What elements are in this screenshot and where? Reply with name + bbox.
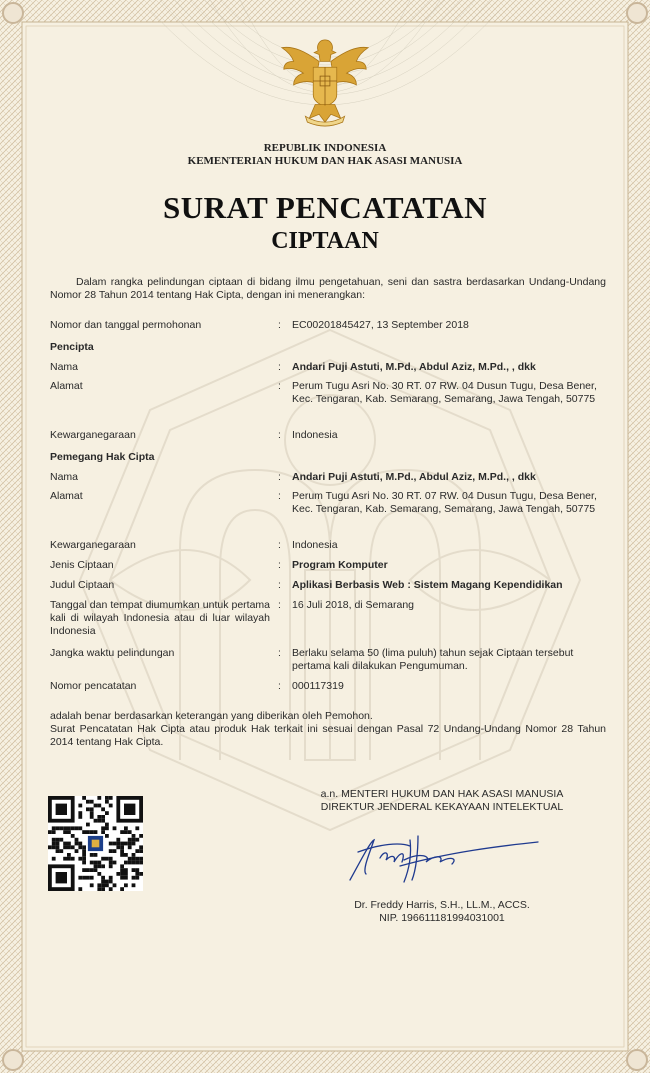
field-colon: : [278, 539, 281, 551]
creator-nationality: Indonesia [292, 429, 338, 441]
closing-line: adalah benar berdasarkan keterangan yang diberikan oleh Pemohon. [50, 710, 373, 722]
work-title: Aplikasi Berbasis Web : Sistem Magang Kependidikan [292, 579, 563, 591]
signature [340, 822, 540, 892]
field-label: Kewarganegaraan [50, 429, 136, 441]
signatory-position: DIREKTUR JENDERAL KEKAYAAN INTELEKTUAL [320, 801, 564, 813]
document-title: SURAT PENCATATAN [162, 190, 488, 225]
field-colon: : [278, 490, 281, 502]
field-label: Nama [50, 361, 79, 373]
field-colon: : [278, 559, 281, 571]
publication-date: 16 Juli 2018, di Semarang [292, 599, 414, 611]
field-label: Tanggal dan tempat diumumkan untuk pertama kali di wilayah Indonesia atau di luar wilayah Indonesia [50, 599, 270, 637]
document-subtitle: CIPTAAN [271, 228, 379, 254]
field-label: Nomor dan tanggal permohonan [50, 319, 202, 331]
corner-ornament-br [626, 1049, 648, 1071]
corner-ornament-bl [2, 1049, 24, 1071]
field-colon: : [278, 471, 281, 483]
closing-line: Surat Pencatatan Hak Cipta atau produk Hak terkait ini sesuai dengan Pasal 72 Undang-Undang Nomor 28 Tahun 2014 tentang Hak Cipta. [50, 723, 606, 748]
corner-ornament-tl [2, 2, 24, 24]
intro-paragraph: Dalam rangka pelindungan ciptaan di bidang ilmu pengetahuan, seni dan sastra berdasarkan Undang-Undang Nomor 28 Tahun 2014 tentang Hak Cipta, dengan ini menerangkan: [50, 276, 606, 301]
holder-nationality: Indonesia [292, 539, 338, 551]
garuda-emblem [276, 32, 374, 130]
field-label: Alamat [50, 490, 83, 502]
field-colon: : [278, 380, 281, 392]
section-creator: Pencipta [50, 341, 94, 353]
qr-code [48, 796, 143, 891]
field-colon: : [278, 647, 281, 659]
field-colon: : [278, 429, 281, 441]
country-heading: REPUBLIK INDONESIA [263, 142, 387, 154]
holder-address: Perum Tugu Asri No. 30 RT. 07 RW. 04 Dusun Tugu, Desa Bener, Kec. Tengaran, Kab. Semarang, Semarang, Jawa Tengah, 50775 [292, 490, 597, 515]
field-label: Kewarganegaraan [50, 539, 136, 551]
field-label: Jenis Ciptaan [50, 559, 114, 571]
field-label: Jangka waktu pelindungan [50, 647, 175, 659]
corner-ornament-tr [626, 2, 648, 24]
protection-term: Berlaku selama 50 (lima puluh) tahun sejak Ciptaan tersebut pertama kali dilakukan Pengumuman. [292, 647, 574, 672]
field-label: Nama [50, 471, 79, 483]
field-colon: : [278, 599, 281, 611]
ministry-heading: KEMENTERIAN HUKUM DAN HAK ASASI MANUSIA [187, 155, 463, 167]
field-label: Nomor pencatatan [50, 680, 137, 692]
closing-statement [50, 710, 606, 749]
creator-name: Andari Puji Astuti, M.Pd., Abdul Aziz, M.Pd., , dkk [292, 361, 536, 373]
field-colon: : [278, 579, 281, 591]
signatory-nip: NIP. 196611181994031001 [379, 912, 505, 924]
field-colon: : [278, 361, 281, 373]
field-colon: : [278, 680, 281, 692]
signatory-name: Dr. Freddy Harris, S.H., LL.M., ACCS. [354, 899, 530, 911]
signatory-on-behalf: a.n. MENTERI HUKUM DAN HAK ASASI MANUSIA [320, 788, 564, 800]
field-label: Alamat [50, 380, 83, 392]
section-holder: Pemegang Hak Cipta [50, 451, 155, 463]
field-colon: : [278, 319, 281, 331]
application-number: EC00201845427, 13 September 2018 [292, 319, 469, 331]
record-number: 000117319 [292, 680, 344, 692]
holder-name: Andari Puji Astuti, M.Pd., Abdul Aziz, M.Pd., , dkk [292, 471, 536, 483]
work-type: Program Komputer [292, 559, 388, 571]
creator-address: Perum Tugu Asri No. 30 RT. 07 RW. 04 Dusun Tugu, Desa Bener, Kec. Tengaran, Kab. Semarang, Semarang, Jawa Tengah, 50775 [292, 380, 597, 405]
field-label: Judul Ciptaan [50, 579, 115, 591]
